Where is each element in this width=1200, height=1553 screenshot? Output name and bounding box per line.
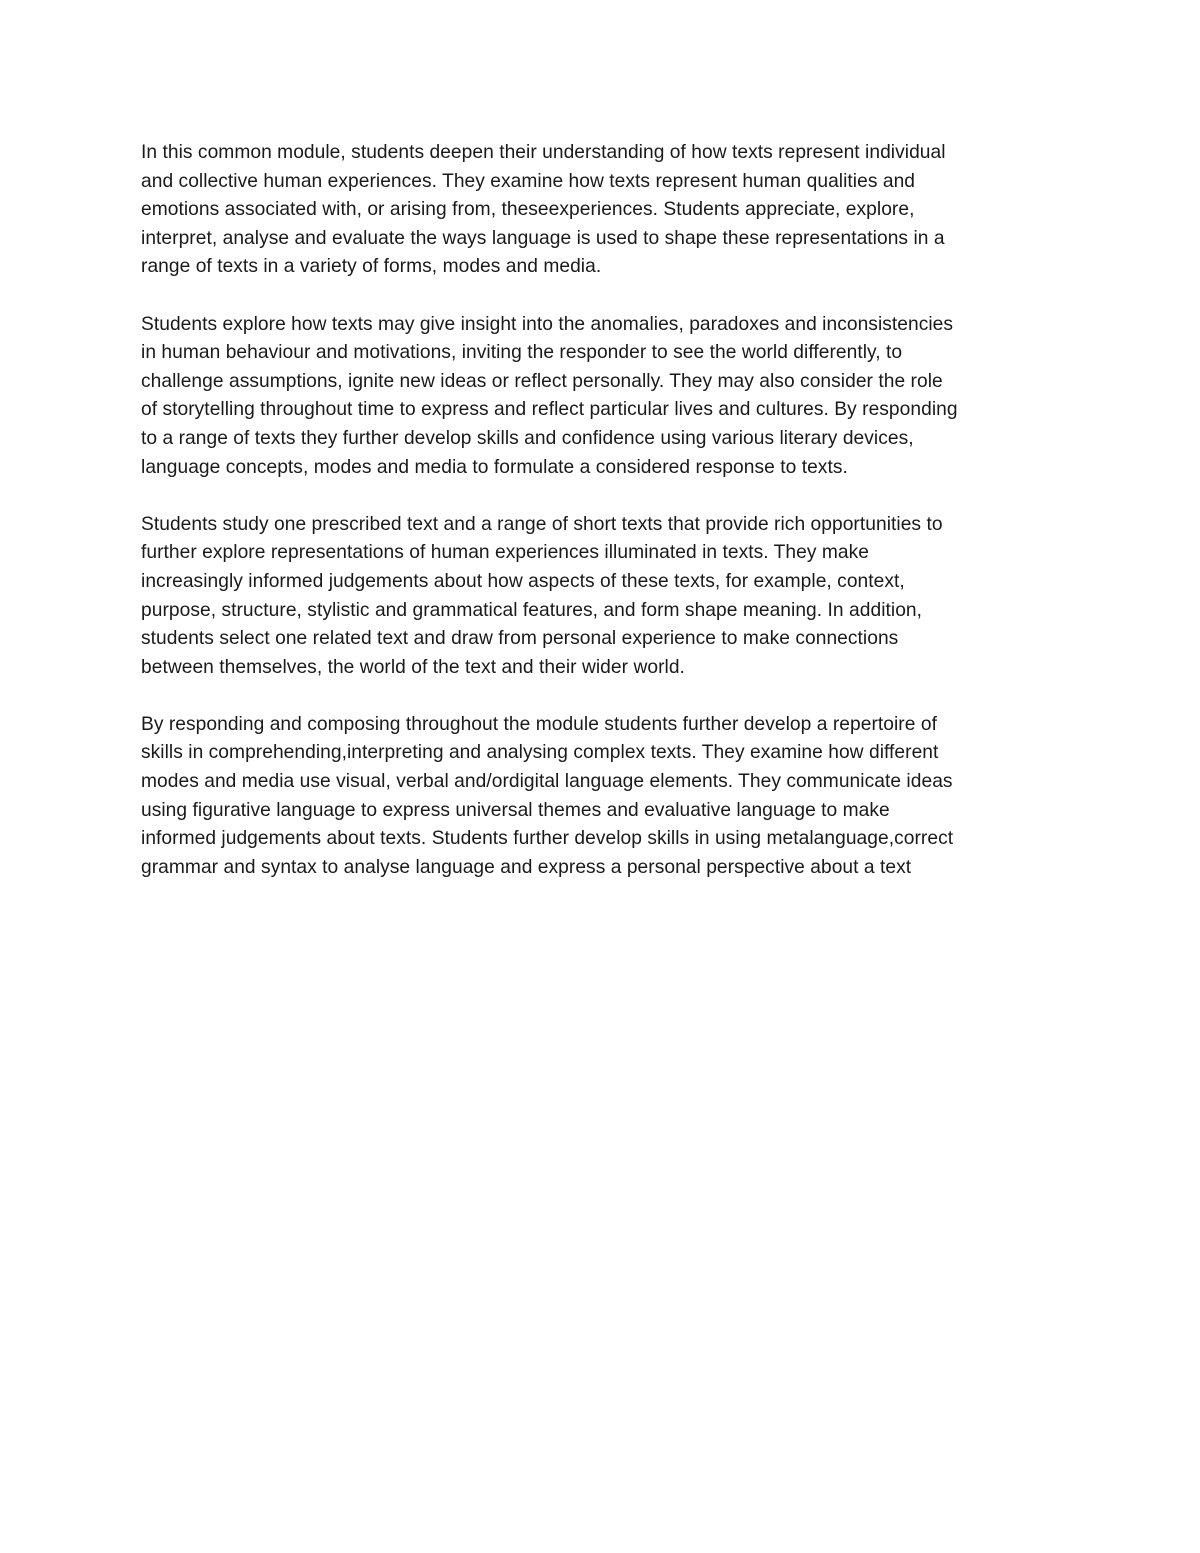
text-line: skills in comprehending,interpreting and analysing complex texts. They examine how different [141,742,939,764]
text-line: further explore representations of human experiences illuminated in texts. They make [141,542,870,564]
text-line: increasingly informed judgements about how aspects of these texts, for example, context, [141,570,905,592]
text-line: to a range of texts they further develop skills and confidence using various literary devices, [141,427,914,449]
paragraph-1 [141,139,1061,282]
paragraph-2 [141,311,1061,483]
text-line: modes and media use visual, verbal and/ordigital language elements. They communicate ideas [141,771,953,793]
text-line: using figurative language to express universal themes and evaluative language to make [141,799,890,821]
text-line: and collective human experiences. They examine how texts represent human qualities and [141,170,916,192]
text-line: challenge assumptions, ignite new ideas or reflect personally. They may also consider the role [141,370,943,392]
text-line: informed judgements about texts. Students further develop skills in using metalanguage,correct [141,828,954,850]
text-line: Students explore how texts may give insight into the anomalies, paradoxes and inconsistencies [141,313,954,335]
text-line: purpose, structure, stylistic and grammatical features, and form shape meaning. In addition, [141,599,923,621]
text-line: By responding and composing throughout the module students further develop a repertoire of [141,713,937,735]
text-line: between themselves, the world of the text and their wider world. [141,656,685,678]
text-line: interpret, analyse and evaluate the ways language is used to shape these representations in a [141,227,945,249]
text-line: grammar and syntax to analyse language and express a personal perspective about a text [141,856,912,878]
paragraph-4 [141,711,1061,883]
text-line: emotions associated with, or arising from, theseexperiences. Students appreciate, explore, [141,199,915,221]
text-line: In this common module, students deepen their understanding of how texts represent individual [141,142,946,163]
document-body [141,139,1061,911]
text-line: range of texts in a variety of forms, modes and media. [141,256,602,278]
text-line: in human behaviour and motivations, inviting the responder to see the world differently, to [141,342,903,364]
paragraph-3 [141,511,1061,683]
text-line: of storytelling throughout time to express and reflect particular lives and cultures. By responding [141,399,958,421]
text-line: language concepts, modes and media to formulate a considered response to texts. [141,456,848,478]
text-line: students select one related text and draw from personal experience to make connections [141,628,899,650]
text-line: Students study one prescribed text and a range of short texts that provide rich opportunities to [141,513,943,535]
